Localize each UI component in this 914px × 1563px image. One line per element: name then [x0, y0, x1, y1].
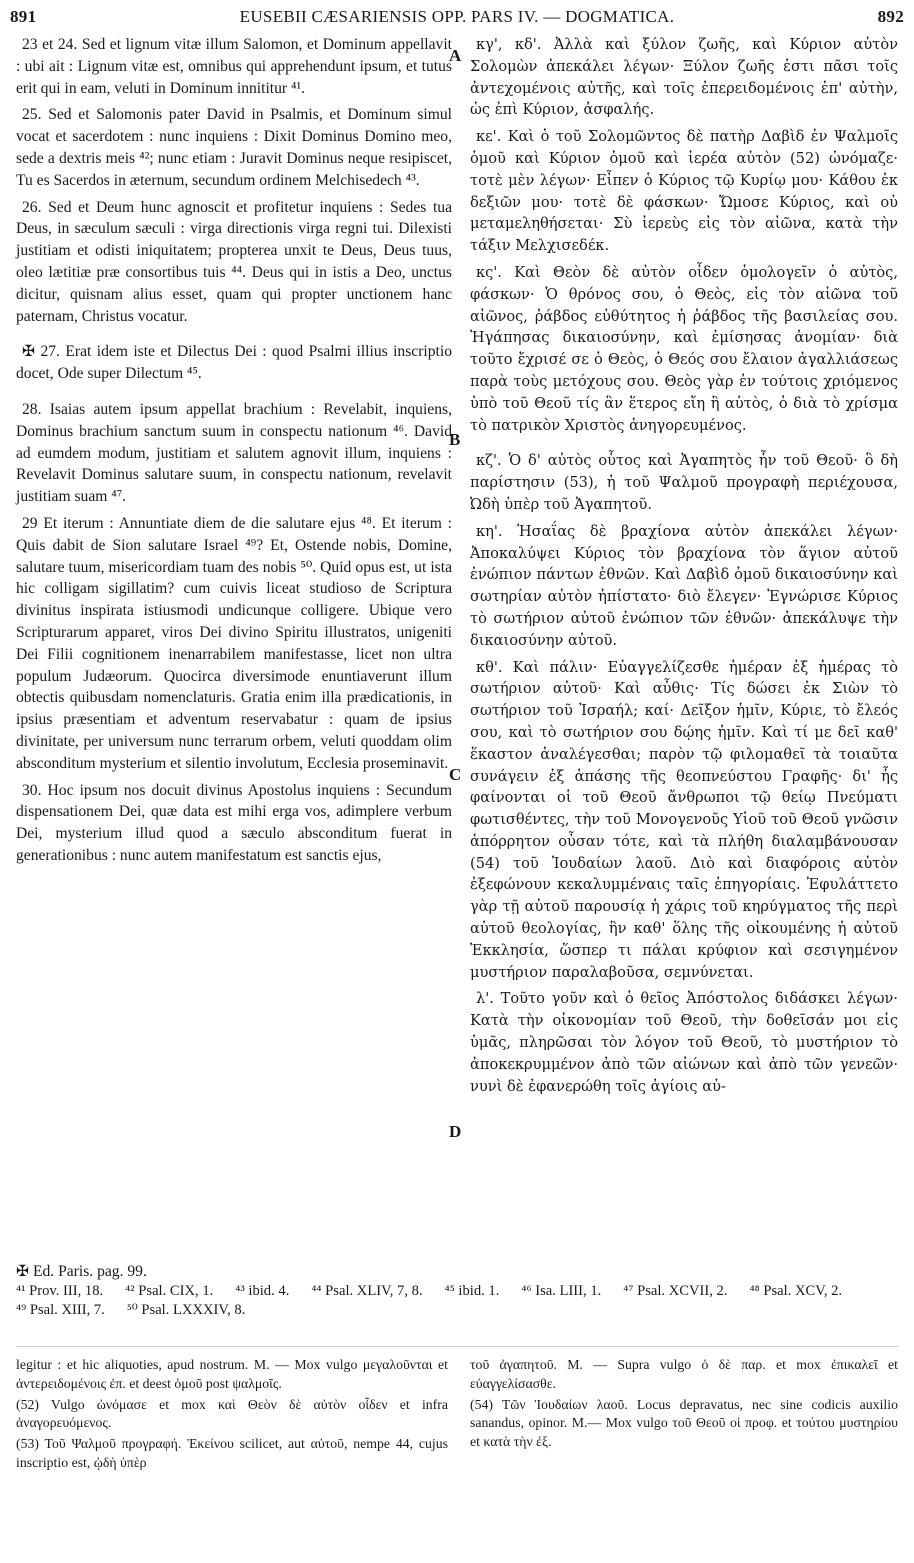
footnote-paragraph: τοῦ ἀγαπητοῦ. M. — Supra vulgo ὁ δὲ παρ. et mox ἐπικαλεῖ et εὐαγγελίσασθε. — [470, 1357, 898, 1391]
latin-paragraph-27: ✠ 27. Erat idem iste et Dilectus Dei : quod Psalmi illius inscriptio docet, Ode super Dilectum ⁴⁵. — [16, 343, 452, 383]
footnote-paragraph: legitur : et hic aliquoties, apud nostrum. M. — Mox vulgo μεγαλοῦνται et ἀντερειδομένοις ἐπ. et deest ὁμοῦ post ψαλμοῖς. — [16, 1357, 448, 1391]
running-title: EUSEBII CÆSARIENSIS OPP. PARS IV. — DOGMATICA. — [239, 7, 675, 26]
greek-paragraph-26: κς'. Καὶ Θεὸν δὲ αὐτὸν οἶδεν ὁμολογεῖν ὁ αὐτὸς, φάσκων· Ὁ θρόνος σου, ὁ Θεὸς, εἰς τὸν αἰῶνα τοῦ αἰῶνος, ῥάβδος εὐθύτητος ἡ ῥάβδος τῆς βασιλείας σου. Ἠγάπησας δικαιοσύνην, καὶ ἐμίσησας ἀνομίαν· διὰ τοῦτο ἔχρισέ σε ὁ Θεὸς, ὁ Θεός σου ἔλαιον ἀγαλλιάσεως παρὰ τοὺς μετόχους σου. Θεὸς γὰρ ἐν τούτοις χριόμενος ὑπὸ τοῦ Θεοῦ τίς ἂν ἕτερος εἴη ἢ αὐτὸς, ὁ διὰ τὸ χρίσμα τὸ πατρικὸν Χριστὸς ἀνηγορευμένος. — [470, 263, 898, 434]
reference-item: ⁴¹ Prov. III, 18. — [16, 1282, 104, 1299]
footnote-divider — [16, 1346, 898, 1347]
reference-item: ⁴³ ibid. 4. — [235, 1282, 290, 1299]
footnote-paragraph: (52) Vulgo ὠνόμασε et mox καὶ Θεὸν δὲ αὐτὸν οἶδεν et infra ἀναγορευόμενος. — [16, 1396, 448, 1431]
page-number-left: 891 — [10, 7, 37, 26]
reference-item: ⁴⁶ Isa. LIII, 1. — [521, 1282, 602, 1299]
greek-paragraph-23: κγ', κδ'. Ἀλλὰ καὶ ξύλον ζωῆς, καὶ Κύριον αὐτὸν Σολομὼν ἀπεκάλει λέγων· Ξύλον ζωῆς ἐστι πᾶσι τοῖς ἀντεχομένοις αὐτῆς, καὶ τοῖς ἐπερειδομένοις ἐπ' αὐτὴν, ὡς ἐπὶ Κύριον, ἀσφαλής. — [470, 36, 898, 119]
footnote-paragraph: (53) Τοῦ Ψαλμοῦ προγραφή. Ἐκείνου scilicet, aut αὐτοῦ, nempe 44, cujus inscriptio est, ᾠδὴ ὑπὲρ — [16, 1436, 448, 1470]
latin-paragraph-25: 25. Sed et Salomonis pater David in Psalmis, et Dominum simul vocat et sacerdotem : nunc inquiens : Dixit Dominus Domino meo, sede a dextris meis ⁴²; nunc etiam : Juravit Dominus neque resipiscet, Tu es Sacerdos in æternum, secundum ordinem Melchisedech ⁴³. — [16, 106, 452, 189]
greek-paragraph-29: κθ'. Καὶ πάλιν· Εὐαγγελίζεσθε ἡμέραν ἐξ ἡμέρας τὸ σωτήριον αὐτοῦ· Καὶ αὖθις· Τίς δώσει ἐκ Σιὼν τὸ σωτήριον τοῦ Ἰσραήλ; καί· Δεῖξον ἡμῖν, Κύριε, τὸ ἔλεός σου, καὶ τὸ σωτήριον σου δῴης ἡμῖν. Καὶ τί με δεῖ καθ' ἕκαστον ἀναλέγεσθαι; παρὸν τῷ φιλομαθεῖ τὰ τοιαῦτα συνάγειν ἐξ ἁπάσης τῆς θεοπνεύστου Γραφῆς· δι' ἧς φαίνονται οἱ τοῦ Θεοῦ ἄνθρωποι τῷ θείῳ Πνεύματι φωτισθέντες, τὴν τοῦ Μονογενοῦς Υἱοῦ τοῦ Θεοῦ γνῶσιν ἀπόρρητον οὖσαν τότε, καὶ τὰ πλήθη διαλαμβάνουσαν (54) τοῦ Ἰουδαίων λαοῦ. Διὸ καὶ διαφόροις αὐτὸν ἐξεφώνουν κεκαλυμμέναις ταῖς ἐπηγορίαις. Ἐφυλάττετο γὰρ τῇ αὐτοῦ παρουσίᾳ ἡ χάρις τοῦ κηρύγματος τῆς περὶ αὐτοῦ θεολογίας, ἣν καθ' ὅλης τῆς οἰκουμένης ἡ αὐτοῦ Ἐκκλησία, ὥσπερ τι πάλαι κρύφιον καὶ σεσιγημένον μυστήριον παραλαβοῦσα, σεμνύνεται. — [470, 658, 898, 981]
reference-item: ⁴⁴ Psal. XLIV, 7, 8. — [311, 1282, 423, 1299]
footnotes-right-column — [470, 1356, 898, 1454]
latin-column — [16, 34, 452, 872]
reference-item: ⁴⁸ Psal. XCV, 2. — [749, 1282, 843, 1299]
footnote-paragraph: (54) Τῶν Ἰουδαίων λαοῦ. Locus depravatus, nec sine codicis auxilio sanandus, opinor. M.— Mox vulgo τοῦ Θεοῦ οἱ προφ. et τούτου μυστηρίου et κατὰ τὴν ἐξ. — [470, 1396, 898, 1450]
greek-paragraph-25: κε'. Καὶ ὁ τοῦ Σολομῶντος δὲ πατὴρ Δαβὶδ ἐν Ψαλμοῖς ὁμοῦ καὶ Κύριον ὁμοῦ καὶ ἱερέα αὐτὸν (52) ὠνόμαζε· τοτὲ μὲν λέγων· Εἶπεν ὁ Κύριος τῷ Κυρίῳ μου· Κάθου ἐκ δεξιῶν μου· τοτὲ δὲ φάσκων· Ὤμοσε Κύριος, καὶ οὐ μεταμεληθήσεται· Σὺ ἱερεὺς εἰς τὸν αἰῶνα, κατὰ τὴν τάξιν Μελχισεδέκ. — [470, 128, 898, 255]
reference-list — [16, 1282, 898, 1321]
greek-column — [470, 34, 898, 1102]
greek-paragraph-27: κζ'. Ὁ δ' αὐτὸς οὗτος καὶ Ἀγαπητὸς ἦν τοῦ Θεοῦ· ὃ δὴ παρίστησιν (53), ἡ τοῦ Ψαλμοῦ προγραφὴ περιέχουσα, Ὠδὴ ὑπὲρ τοῦ Ἀγαπητοῦ. — [470, 452, 898, 513]
edition-note: ✠ Ed. Paris. pag. 99. — [16, 1263, 147, 1280]
margin-marker-a: A — [449, 46, 462, 65]
reference-item: ⁵⁰ Psal. LXXXIV, 8. — [126, 1302, 246, 1318]
latin-paragraph-26: 26. Sed et Deum hunc agnoscit et profitetur inquiens : Sedes tua Deus, in sæculum sæculi : virga directionis virga regni tui. Dilexisti justitiam et odisti iniquitatem; propterea unxit te Deus, Deus tuus, oleo lætitiæ præ consortibus tuis ⁴⁴. Deus qui in istis a Deo, unctus dicitur, quisnam alius esset, quam qui propter unctionem hanc paternam, Christus vocatur. — [16, 198, 452, 325]
reference-item: ⁴⁵ ibid. 1. — [444, 1282, 500, 1299]
reference-item: ⁴² Psal. CIX, 1. — [125, 1282, 214, 1299]
reference-item: ⁴⁹ Psal. XIII, 7. — [16, 1302, 105, 1318]
scripture-references — [16, 1262, 898, 1321]
latin-paragraph-23: 23 et 24. Sed et lignum vitæ illum Salomon, et Dominum appellavit : ubi ait : Lignum vitæ est, omnibus qui apprehendunt ipsum, et tutus erit qui in eam, veluti in Dominum innititur ⁴¹. — [16, 36, 452, 97]
greek-paragraph-28: κη'. Ἡσαΐας δὲ βραχίονα αὐτὸν ἀπεκάλει λέγων· Ἀποκαλύψει Κύριος τὸν βραχίονα τὸν ἅγιον αὐτοῦ ἐνώπιον πάντων ἐθνῶν. Καὶ Δαβὶδ ὁμοῦ δικαιοσύνην καὶ σωτηρίαν αὐτὸν ἠπίστατο· διὸ ἔλεγεν· Ἐγνώρισε Κύριος τὸ σωτήριον αὐτοῦ ἐνώπιον τῶν ἐθνῶν· ἀπεκάλυψε τὴν δικαιοσύνην αὐτοῦ. — [470, 522, 898, 649]
footnotes-left-column — [16, 1356, 448, 1475]
running-header — [10, 4, 904, 30]
latin-paragraph-30: 30. Hoc ipsum nos docuit divinus Apostolus inquiens : Secundum dispensationem Dei, quæ data est mihi erga vos, adimplere verbum Dei, mysterium illud quod a sæculo absconditum fuerat in generationibus : nunc autem manifestatum est sanctis ejus, — [16, 781, 452, 864]
reference-item: ⁴⁷ Psal. XCVII, 2. — [623, 1282, 728, 1299]
margin-marker-b: B — [449, 430, 461, 449]
greek-paragraph-30: λ'. Τοῦτο γοῦν καὶ ὁ θεῖος Ἀπόστολος διδάσκει λέγων· Κατὰ τὴν οἰκονομίαν τοῦ Θεοῦ, τὴν δοθεῖσάν μοι εἰς ὑμᾶς, πληρῶσαι τὸν λόγον τοῦ Θεοῦ, τὸ μυστήριον τὸ ἀποκεκρυμμένον ἀπὸ τῶν αἰώνων καὶ ἀπὸ τῶν γενεῶν· νυνὶ δὲ ἐφανερώθη τοῖς ἁγίοις αὐ- — [470, 990, 898, 1095]
latin-paragraph-28: 28. Isaias autem ipsum appellat brachium : Revelabit, inquiens, Dominus brachium sanctum suum in conspectu nationum ⁴⁶. David ad eumdem modum, justitiam et salutem agnovit illum, inquiens : Revelavit Dominus salutare suum, in conspectu nationum, revelavit justitiam suam ⁴⁷. — [16, 400, 452, 506]
margin-marker-c: C — [449, 765, 462, 784]
margin-marker-d: D — [449, 1122, 462, 1141]
latin-paragraph-29: 29 Et iterum : Annuntiate diem de die salutare ejus ⁴⁸. Et iterum : Quis dabit de Sion salutare Israel ⁴⁹? Et, Ostende nobis, Domine, salutare tuum, misericordiam tuam des nobis ⁵⁰. Quid opus est, ut ista hic colligam sigillatim? cum cuivis liceat studioso de Scriptura divinitus inspirata istiusmodi undicunque colligere. Ubique vero Scripturarum apparet, viros Dei divino Spiritu illustratos, unigeniti Dei Filii cognitionem inenarrabilem manifestasse, licet non ultra populum Judæorum. Quocirca diversimode enuntiaverunt illum obtectis quibusdam nomenclaturis. Gratia enim illa prædicationis, in ipsius præsentiam et adventum reservabatur : quam de ipsius divinitate, per universum nunc terrarum orbem, veluti quoddam olim absconditum mysterium et silentio involutum, Ecclesia proseminavit. — [16, 514, 452, 772]
page-number-right: 892 — [877, 7, 904, 26]
